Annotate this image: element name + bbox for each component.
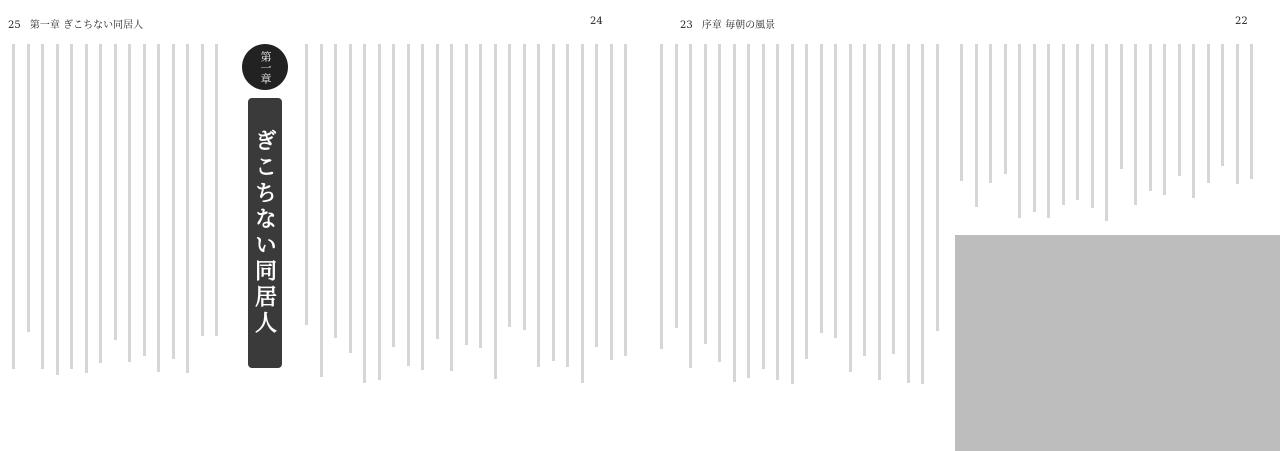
text-column-placeholder (70, 44, 73, 369)
text-column-placeholder (660, 44, 663, 349)
text-column-placeholder (1192, 44, 1195, 198)
text-column-placeholder (157, 44, 160, 372)
illustration-placeholder (955, 235, 1280, 451)
text-column-placeholder (1004, 44, 1007, 174)
text-column-placeholder (320, 44, 323, 377)
text-column-placeholder (1163, 44, 1166, 195)
page-number: 25 (8, 20, 21, 31)
text-column-placeholder (349, 44, 352, 353)
text-column-placeholder (733, 44, 736, 382)
text-column-placeholder (201, 44, 204, 336)
text-column-placeholder (1250, 44, 1253, 179)
text-column-placeholder (436, 44, 439, 339)
chapter-emblem: 第一章 (242, 44, 288, 90)
text-column-placeholder (776, 44, 779, 380)
text-column-placeholder (305, 44, 308, 325)
text-column-placeholder (334, 44, 337, 338)
text-column-placeholder (863, 44, 866, 356)
text-column-placeholder (1018, 44, 1021, 218)
text-column-placeholder (1221, 44, 1224, 166)
text-column-placeholder (892, 44, 895, 354)
text-column-placeholder (1047, 44, 1050, 218)
text-column-placeholder (392, 44, 395, 347)
text-column-placeholder (1076, 44, 1079, 200)
text-column-placeholder (407, 44, 410, 366)
text-column-placeholder (849, 44, 852, 372)
text-column-placeholder (907, 44, 910, 383)
text-column-placeholder (537, 44, 540, 367)
text-column-placeholder (595, 44, 598, 347)
text-column-placeholder (99, 44, 102, 363)
text-column-placeholder (921, 44, 924, 384)
chapter-title: ぎこちない同居人 (248, 98, 282, 368)
text-column-placeholder (215, 44, 218, 336)
text-column-placeholder (421, 44, 424, 370)
page-number: 22 (1235, 16, 1248, 27)
text-column-placeholder (450, 44, 453, 371)
text-column-placeholder (465, 44, 468, 345)
text-column-placeholder (41, 44, 44, 369)
text-column-placeholder (610, 44, 613, 360)
text-column-placeholder (1178, 44, 1181, 176)
text-column-placeholder (494, 44, 497, 379)
text-column-placeholder (479, 44, 482, 348)
text-column-placeholder (172, 44, 175, 359)
text-column-placeholder (363, 44, 366, 383)
text-column-placeholder (718, 44, 721, 362)
text-column-placeholder (12, 44, 15, 369)
text-column-placeholder (820, 44, 823, 333)
text-column-placeholder (128, 44, 131, 362)
running-title: 第一章 ぎこちない同居人 (29, 20, 144, 31)
text-column-placeholder (1149, 44, 1152, 191)
text-column-placeholder (566, 44, 569, 367)
text-column-placeholder (378, 44, 381, 380)
text-column-placeholder (581, 44, 584, 383)
text-column-placeholder (1207, 44, 1210, 183)
text-column-placeholder (878, 44, 881, 380)
text-column-placeholder (624, 44, 627, 356)
right-spread-page (640, 0, 1280, 451)
page-header (8, 16, 143, 31)
text-column-placeholder (1120, 44, 1123, 169)
text-column-placeholder (704, 44, 707, 344)
text-column-placeholder (1062, 44, 1065, 205)
running-title: 序章 毎朝の風景 (701, 20, 776, 31)
text-column-placeholder (1134, 44, 1137, 205)
text-column-placeholder (186, 44, 189, 373)
text-column-placeholder (805, 44, 808, 359)
text-column-placeholder (675, 44, 678, 328)
text-column-placeholder (936, 44, 939, 331)
page-header (680, 16, 775, 31)
text-column-placeholder (56, 44, 59, 375)
text-column-placeholder (85, 44, 88, 373)
text-column-placeholder (1033, 44, 1036, 212)
text-column-placeholder (552, 44, 555, 361)
text-column-placeholder (689, 44, 692, 368)
text-column-placeholder (1105, 44, 1108, 221)
text-column-placeholder (791, 44, 794, 384)
text-column-placeholder (523, 44, 526, 330)
text-column-placeholder (747, 44, 750, 378)
text-column-placeholder (1091, 44, 1094, 208)
text-column-placeholder (508, 44, 511, 327)
text-column-placeholder (960, 44, 963, 181)
text-column-placeholder (27, 44, 30, 332)
text-column-placeholder (989, 44, 992, 183)
page-number: 23 (680, 20, 693, 31)
text-column-placeholder (143, 44, 146, 356)
text-column-placeholder (114, 44, 117, 340)
text-column-placeholder (762, 44, 765, 369)
text-column-placeholder (975, 44, 978, 207)
text-column-placeholder (1236, 44, 1239, 184)
chapter-heading (240, 44, 290, 368)
page-number: 24 (590, 16, 603, 27)
text-column-placeholder (834, 44, 837, 338)
